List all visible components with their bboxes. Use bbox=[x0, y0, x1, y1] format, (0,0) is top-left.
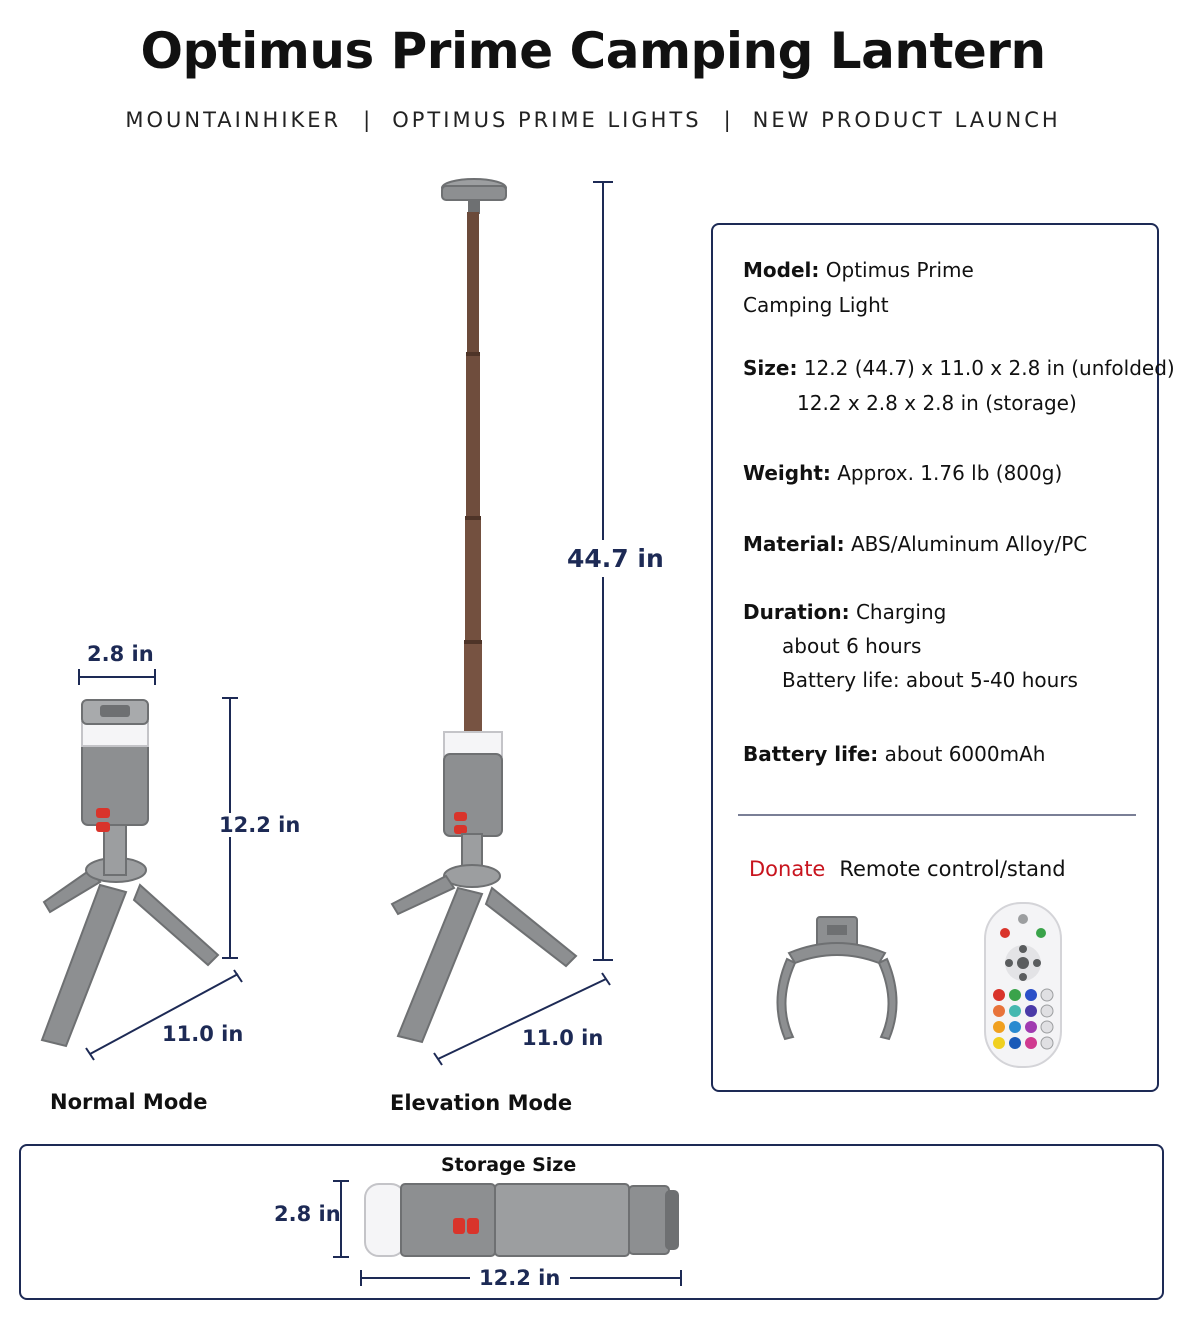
spec-duration bbox=[743, 595, 1078, 697]
spec-model bbox=[743, 253, 974, 323]
stand-illustration bbox=[777, 913, 897, 1043]
spec-material bbox=[743, 527, 1087, 562]
spec-weight bbox=[743, 456, 1062, 491]
launch-tag: NEW PRODUCT LAUNCH bbox=[752, 108, 1061, 132]
normal-height-label: 12.2 in bbox=[219, 813, 301, 837]
spec-duration-battery: Battery life: about 5-40 hours bbox=[782, 668, 1078, 692]
spec-battery-value: about 6000mAh bbox=[884, 742, 1046, 766]
spec-model-value-line-2: Camping Light bbox=[743, 293, 889, 317]
spec-weight-value: Approx. 1.76 lb (800g) bbox=[837, 461, 1063, 485]
spec-size-storage: 12.2 x 2.8 x 2.8 in (storage) bbox=[797, 391, 1077, 415]
elevation-base-label: 11.0 in bbox=[522, 1026, 604, 1050]
spec-model-value: Optimus Prime bbox=[825, 258, 974, 282]
elevation-base-dimension-line bbox=[434, 973, 614, 1065]
spec-duration-label: Duration: bbox=[743, 600, 850, 624]
normal-width-dimension-line bbox=[78, 668, 156, 686]
storage-height-label: 2.8 in bbox=[274, 1202, 341, 1226]
accessories-label: Remote control/stand bbox=[839, 857, 1066, 881]
page-title: Optimus Prime Camping Lantern bbox=[140, 22, 1046, 80]
spec-size-unfolded: 12.2 (44.7) x 11.0 x 2.8 in (unfolded) bbox=[803, 356, 1175, 380]
storage-size-title: Storage Size bbox=[441, 1154, 577, 1176]
brand-name: MOUNTAINHIKER bbox=[125, 108, 342, 132]
donate-label: Donate bbox=[749, 857, 826, 881]
remote-control-illustration bbox=[983, 901, 1063, 1069]
spec-weight-label: Weight: bbox=[743, 461, 831, 485]
accessories-row bbox=[749, 857, 1066, 881]
storage-length-label: 12.2 in bbox=[479, 1266, 561, 1290]
spec-divider bbox=[738, 814, 1136, 816]
spec-duration-charging: about 6 hours bbox=[782, 634, 922, 658]
normal-mode-label: Normal Mode bbox=[50, 1090, 208, 1114]
spec-battery bbox=[743, 737, 1045, 772]
elevation-mode-label: Elevation Mode bbox=[390, 1091, 573, 1115]
elevation-mode-lantern-illustration bbox=[380, 176, 620, 1046]
specifications-panel bbox=[711, 223, 1175, 1092]
elevation-height-label: 44.7 in bbox=[567, 540, 664, 577]
normal-base-label: 11.0 in bbox=[162, 1022, 244, 1046]
separator: | bbox=[363, 108, 371, 132]
spec-size-label: Size: bbox=[743, 356, 798, 380]
subtitle bbox=[0, 108, 1186, 132]
spec-duration-value: Charging bbox=[855, 600, 947, 624]
spec-material-value: ABS/Aluminum Alloy/PC bbox=[850, 532, 1088, 556]
spec-battery-label: Battery life: bbox=[743, 742, 879, 766]
separator: | bbox=[723, 108, 731, 132]
spec-model-label: Model: bbox=[743, 258, 820, 282]
product-line: OPTIMUS PRIME LIGHTS bbox=[392, 108, 702, 132]
spec-material-label: Material: bbox=[743, 532, 845, 556]
normal-width-label: 2.8 in bbox=[87, 642, 154, 666]
spec-size bbox=[743, 351, 1175, 421]
storage-lantern-illustration bbox=[361, 1180, 683, 1260]
storage-size-panel bbox=[19, 1144, 1164, 1300]
normal-base-dimension-line bbox=[86, 970, 246, 1062]
